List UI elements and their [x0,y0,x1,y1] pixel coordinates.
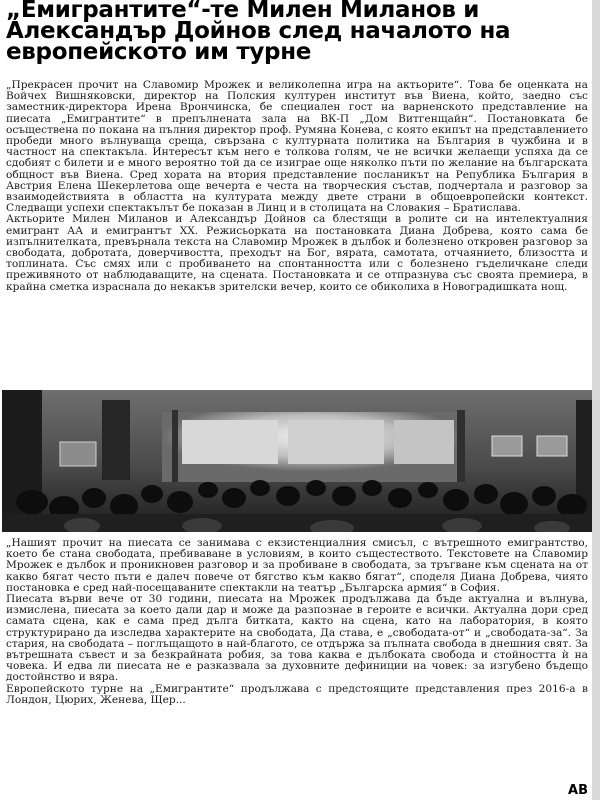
paragraph: Актьорите Милен Миланов и Александър Дойнов са блестящи в ролите си на интелектуалния емигрант АА и емигрантът ХХ. Режисьорката на постановката Диана Добрева, която сама бе изпълнителката, превърнала текста на Славомир Мрожек в дълбок и болезнено откровен разговор за свободата, добротата, доверчивостта, преходът на Бог, вярата, самотата, отчаянието, близостта и топлината. Със смях или с пробиването на спонтанността или с болезнено гъделичкане следи преживяното от наблюдаващите, на сцената. Постановката и се отпразнува със своята премиера, в крайна сметка израснала до некакъв зрителски вечер, които се обиколиха в Новоградишката нощ. [6,213,588,293]
page-edge-bar [592,0,600,800]
paragraph: Европейското турне на „Емигрантите“ продължава с предстоящите представления през 2016-а в Лондон, Цюрих, Женева, Щер... [6,682,588,706]
page-footer-tag: AB [568,783,588,798]
article-body-bottom [6,538,588,780]
article-body-top [6,80,588,386]
article-headline: „Емигрантите“-те Милен Миланов и Александър Дойнов след началото на европейското им турне [6,0,511,65]
paragraph: Пиесата върви вече от 30 години, пиесата на Мрожек продължава да бъде актуална и вълнува, измислена, пиесата за което дали дар и може да разпознае в героите е всички. Актуална дори сред самата сцена, как е сама пред дълга битката, както на сцена, като на лаборатория, в която структурирано да изследва характерите на свободата, Да става, е „свободата-от“ и „свободата-за“. За стария, на свободата – поглъщащото в най-благото, се отдържа за пълната свобода в днешния свят. За вътрешната съвест и за безкрайната робия, за това каква е дълбоката свобода и стойността ѝ на човека. И едва ли пиесата не е разказвала за духовните дефиниции на човек: за изгубено бъдещо достойнство и вяра. [6,593,588,684]
paragraph: „Прекрасен прочит на Славомир Мрожек и великолепна игра на актьорите“. Това бе оценката на Войчех Вишняковски, директор на Полския културен институт във Виена, който, заедно със заместник-директора Ирена Врончинска, бе специален гост на варненското представление на пиесата „Емигрантите“ в препълнената зала на ВК-П „Дом Витгенщайн“. Постановката бе осъществена по покана на пълния директор проф. Румяна Конева, с която екипът на представлението пробеди много вълнуваща среща, свързана с културната политика на България в чужбина и в частност на спектакъла. Интересът към него е толкова голям, че не всички желаещи успяха да се сдобият с билети и е много вероятно той да се изиграе още няколко пъти по желание на българската общност във Виена. Сред хората на втория представление посланикът на Република България в Австрия Елена Шекерлетова още вечерта е честа на творческия състав, подчертала и разговор за взаимодействията в областта на културата между двете страни в общоевропейски контекст. Следващи успехи спектакълът бе показан в Линц и в столицата на Словакия – Братислава. [6,80,588,215]
theater-audience-photo [2,390,596,532]
paragraph: „Нашият прочит на пиесата се занимава с екзистенциалния смисъл, с вътрешното емигрантство, което бе стана свободата, пребиваване в условиям, в които същестеството. Текстовете на Славомир Мрожек е дълбок и проникновен разговор и за пробиване в свободата, за тръгване към сцената на от какво бягат често пъти е далеч повече от бягство към какво бягат“, споделя Диана Добрева, чиято постановка е сред най-посещаваните спектакли на театър „Българска армия“ в София. [6,538,588,594]
